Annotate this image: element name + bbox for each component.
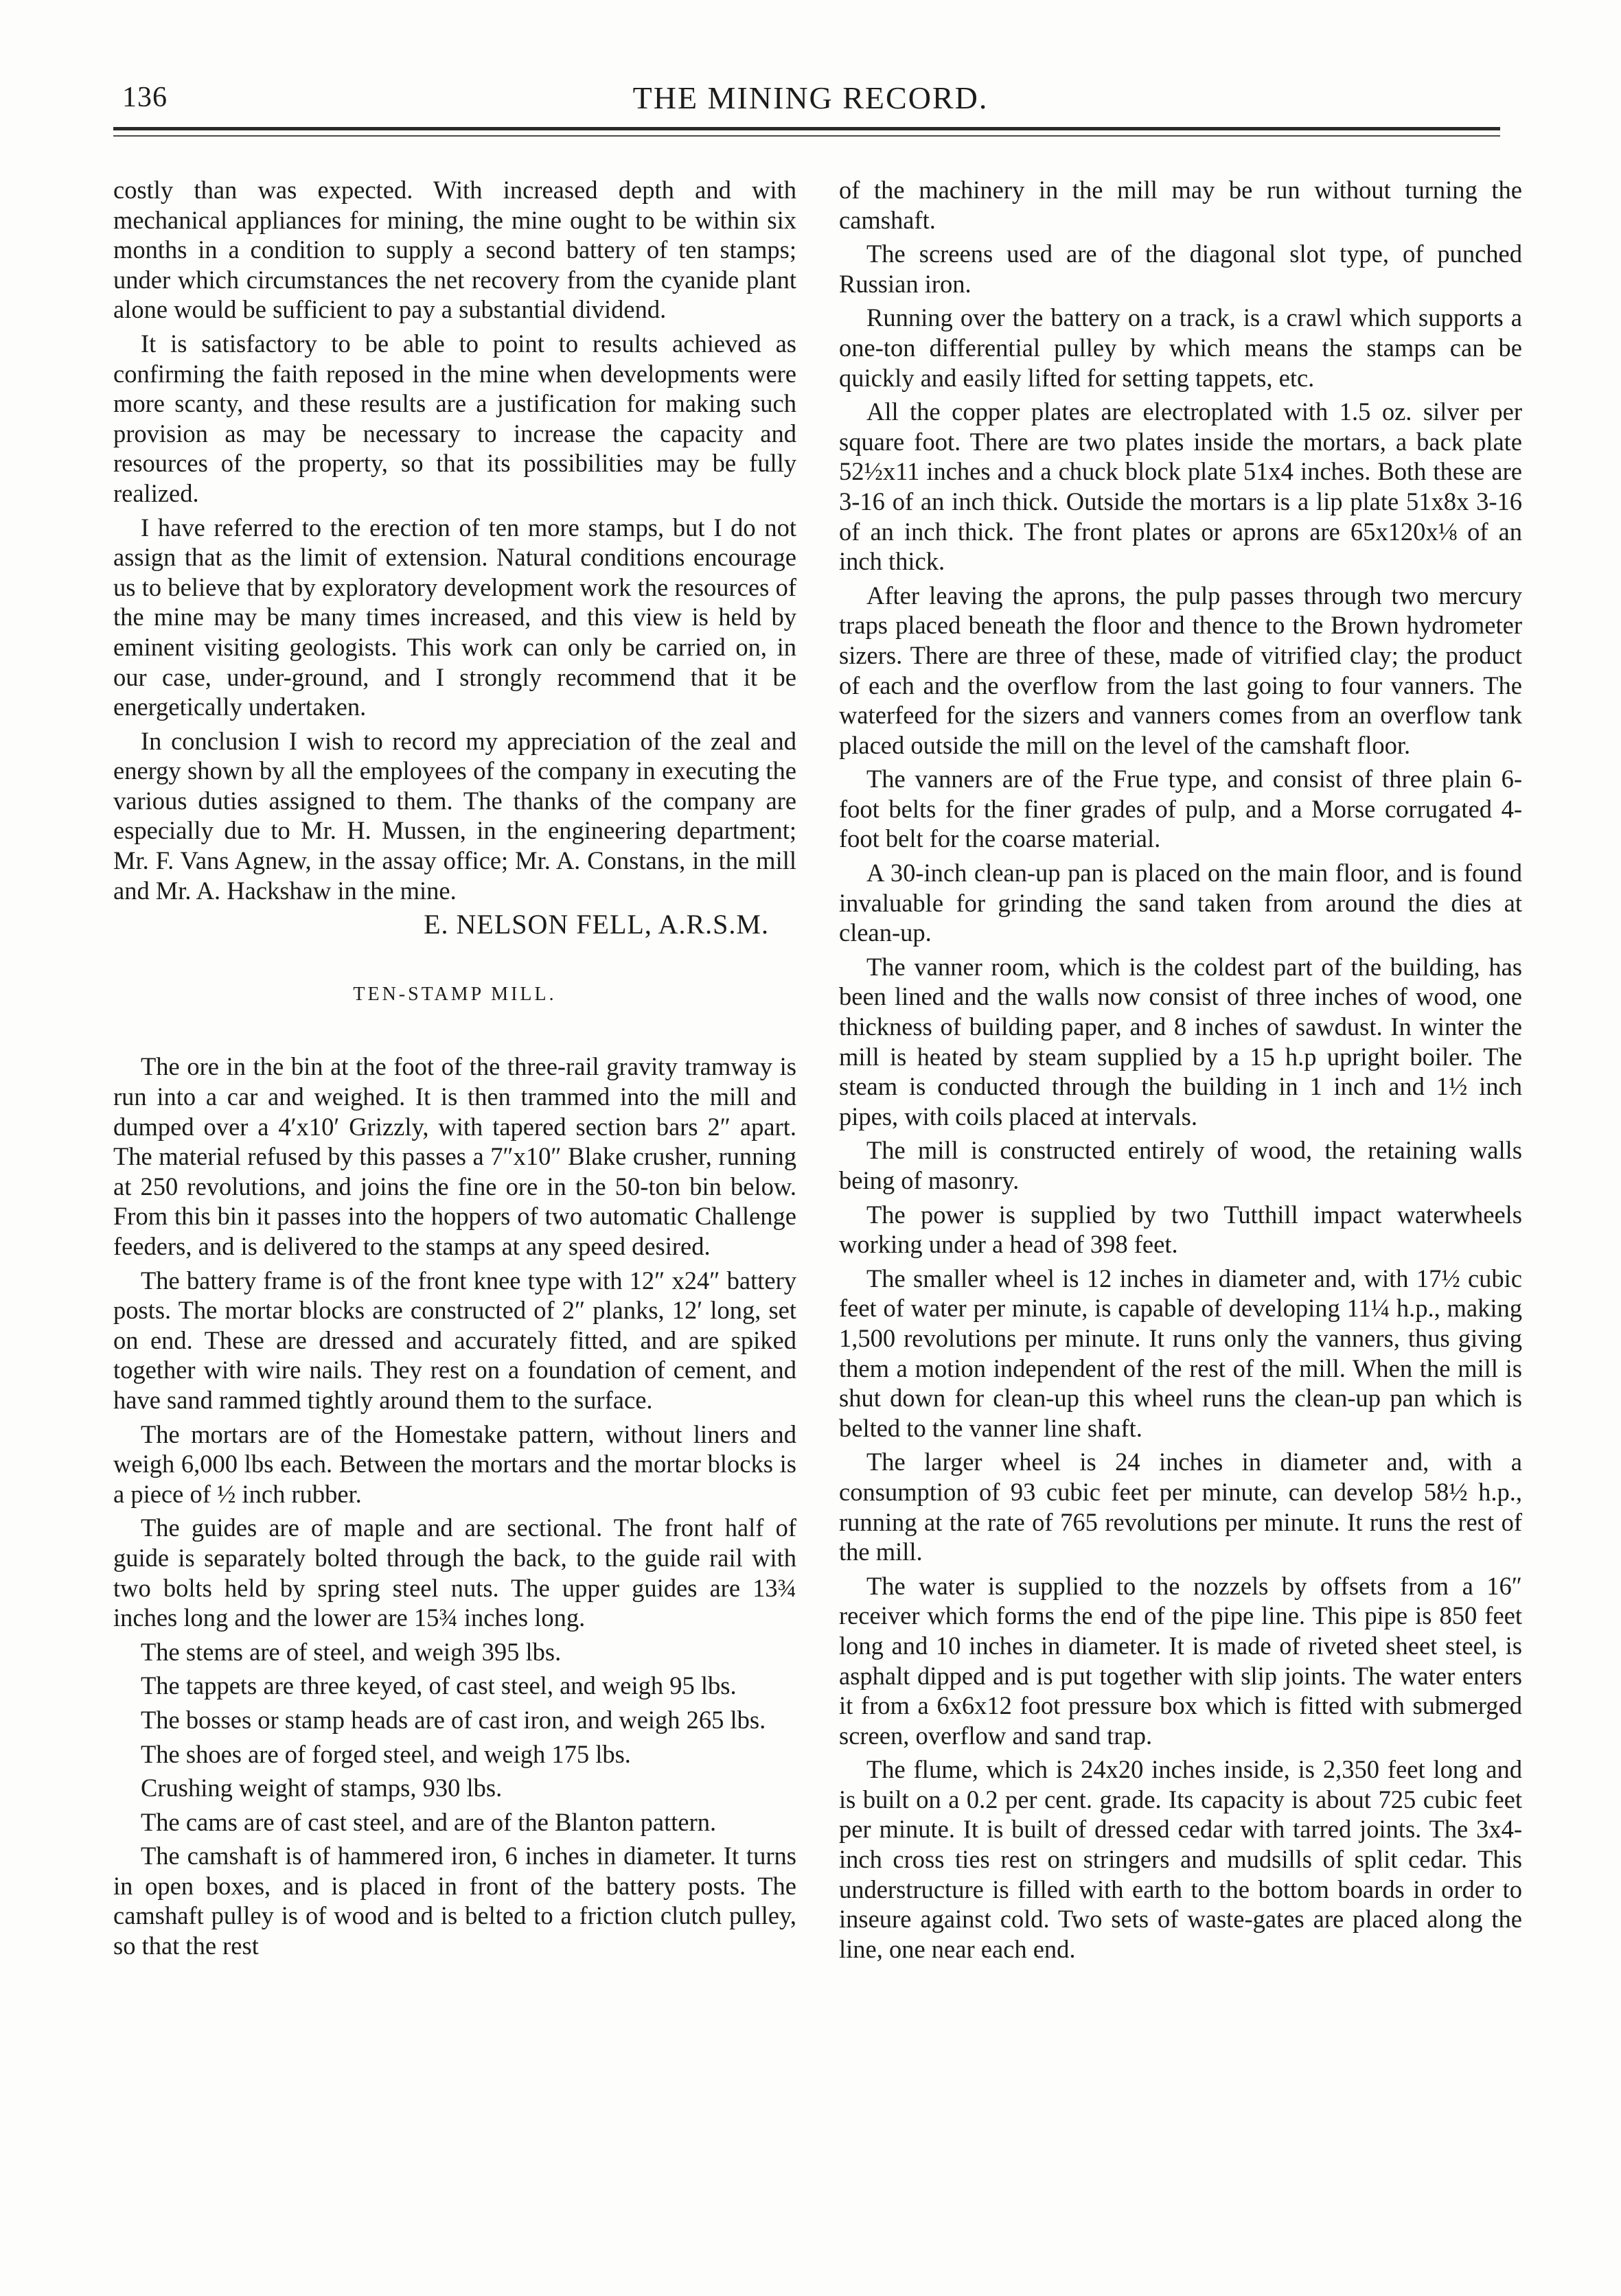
- paragraph: Crushing weight of stamps, 930 lbs.: [141, 1774, 503, 1802]
- paragraph: The water is supplied to the nozzels by offsets from a 16″ receiver which forms the end of the pipe line. This pipe is 850 feet long and 10 inches in diameter. It is made of riveted sheet steel, is asphalt dipped and is put together with slip joints. The water enters it from a 6x6x12 foot pressure box which is fitted with submerged screen, overflow and sand trap.: [839, 1571, 1522, 1750]
- paragraph: All the copper plates are electroplated with 1.5 oz. silver per square foot. There are two plates inside the mortars, a back plate 52½x11 inches and a chuck block plate 51x4 inches. Both these are 3-16 of an inch thick. Outside the mortars is a lip plate 51x8x 3-16 of an inch thick. The front plates or aprons are 65x120x⅛ of an inch thick.: [839, 397, 1522, 576]
- paragraph: The smaller wheel is 12 inches in diameter and, with 17½ cubic feet of water per minute, is capable of developing 11¼ h.p., making 1,500 revolutions per minute. It runs only the vanners, thus giving them a motion independent of the rest of the mill. When the mill is shut down for clean-up this wheel runs the clean-up pan which is belted to the vanner line shaft.: [839, 1264, 1522, 1442]
- paragraph: The battery frame is of the front knee type with 12″ x24″ battery posts. The mortar blocks are constructed of 2″ planks, 12′ long, set on end. These are dressed and accurately fitted, and are spiked together with wire nails. They rest on a foundation of cement, and have sand rammed tightly around them to the surface.: [113, 1266, 796, 1414]
- paragraph: It is satisfactory to be able to point to results achieved as confirming the faith reposed in the mine when developments were more scanty, and these results are a justification for making such provision as may be necessary to increase the capacity and resources of the property, so that its possibilities may be fully realized.: [113, 329, 796, 507]
- running-title: THE MINING RECORD.: [632, 80, 989, 115]
- paragraph: The mortars are of the Homestake pattern, without liners and weigh 6,000 lbs each. Between the mortars and the mortar blocks is a piece of ½ inch rubber.: [113, 1419, 796, 1508]
- right-column: [839, 175, 1522, 1968]
- paragraph: The camshaft is of hammered iron, 6 inches in diameter. It turns in open boxes, and is placed in front of the battery posts. The camshaft pulley is of wood and is belted to a friction clutch pulley, so that the rest: [113, 1842, 796, 1960]
- paragraph: The ore in the bin at the foot of the three-rail gravity tramway is run into a car and weighed. It is then trammed into the mill and dumped over a 4′x10′ Grizzly, with tapered section bars 2″ apart. The material refused by this passes a 7″x10″ Blake crusher, running at 250 revolutions, and joins the fine ore in the 50-ton bin below. From this bin it passes into the hoppers of two automatic Challenge feeders, and is delivered to the stamps at any speed desired.: [113, 1052, 796, 1260]
- paragraph: of the machinery in the mill may be run without turning the camshaft.: [839, 176, 1522, 234]
- paragraph: The guides are of maple and are sectional. The front half of guide is separately bolted through the back, to the guide rail with two bolts held by spring steel nuts. The upper guides are 13¾ inches long and the lower are 15¾ inches long.: [113, 1514, 796, 1632]
- header-rule: [113, 127, 1500, 130]
- paragraph: After leaving the aprons, the pulp passes through two mercury traps placed beneath the floor and thence to the Brown hydrometer sizers. There are three of these, made of vitrified clay; the product of each and the overflow from the last going to four vanners. The waterfeed for the sizers and vanners comes from an overflow tank placed outside the mill on the level of the camshaft floor.: [839, 581, 1522, 759]
- paragraph: The screens used are of the diagonal slot type, of punched Russian iron.: [839, 240, 1522, 298]
- paragraph: A 30-inch clean-up pan is placed on the main floor, and is found invaluable for grinding the sand taken from around the dies at clean-up.: [839, 859, 1522, 947]
- paragraph: The stems are of steel, and weigh 395 lbs.: [141, 1637, 562, 1666]
- page-number: 136: [122, 82, 168, 113]
- paragraph: The mill is constructed entirely of wood, the retaining walls being of masonry.: [839, 1136, 1522, 1194]
- paragraph: The vanners are of the Frue type, and consist of three plain 6-foot belts for the finer grades of pulp, and a Morse corrugated 4-foot belt for the coarse material.: [839, 765, 1522, 853]
- paragraph: I have referred to the erection of ten more stamps, but I do not assign that as the limit of extension. Natural conditions encourage us to believe that by exploratory development work the resources of the mine may be many times increased, and this view is held by eminent visiting geologists. This work can only be carried on, in our case, under-ground, and I strongly recommend that it be energetically undertaken.: [113, 513, 796, 721]
- paragraph: The vanner room, which is the coldest part of the building, has been lined and the walls now consist of three inches of wood, one thickness of building paper, and 8 inches of sawdust. In winter the mill is heated by steam supplied by a 15 h.p upright boiler. The steam is conducted through the building in 1 inch and 1½ inch pipes, with coils placed at intervals.: [839, 952, 1522, 1130]
- paragraph: Running over the battery on a track, is a crawl which supports a one-ton differential pulley by which means the stamps can be quickly and easily lifted for setting tappets, etc.: [839, 303, 1522, 392]
- paragraph: The shoes are of forged steel, and weigh 175 lbs.: [141, 1739, 631, 1768]
- paragraph: The cams are of cast steel, and are of the Blanton pattern.: [141, 1807, 717, 1836]
- section-heading: TEN-STAMP MILL.: [353, 983, 557, 1005]
- paragraph: The flume, which is 24x20 inches inside, is 2,350 feet long and is built on a 0.2 per cent. grade. Its capacity is about 725 cubic feet per minute. It is built of dressed cedar with tarred joints. The 3x4-inch cross ties rest on stringers and mudsills of split cedar. This understructure is filled with earth to the bottom boards in order to inseure against cold. Two sets of waste-gates are placed along the line, one near each end.: [839, 1755, 1522, 1963]
- paragraph: The power is supplied by two Tutthill impact waterwheels working under a head of 398 feet.: [839, 1200, 1522, 1259]
- left-column: [113, 175, 796, 1965]
- paragraph: costly than was expected. With increased depth and with mechanical appliances for mining, the mine ought to be within six months in a condition to supply a second battery of ten stamps; under which circumstances the net recovery from the cyanide plant alone would be sufficient to pay a substantial dividend.: [113, 176, 796, 324]
- paragraph: In conclusion I wish to record my appreciation of the zeal and energy shown by all the employees of the company in executing the various duties assigned to them. The thanks of the company are especially due to Mr. H. Mussen, in the engineering department; Mr. F. Vans Agnew, in the assay office; Mr. A. Constans, in the mill and Mr. A. Hackshaw in the mine.: [113, 726, 796, 905]
- paragraph: The larger wheel is 24 inches in diameter and, with a consumption of 93 cubic feet per minute, can develop 58½ h.p., running at the rate of 765 revolutions per minute. It runs the rest of the mill.: [839, 1448, 1522, 1566]
- author-signature: E. NELSON FELL, A.R.S.M.: [424, 909, 769, 940]
- paragraph: The tappets are three keyed, of cast steel, and weigh 95 lbs.: [141, 1671, 737, 1700]
- paragraph: The bosses or stamp heads are of cast iron, and weigh 265 lbs.: [141, 1705, 766, 1734]
- header-rule-thin: [113, 135, 1500, 137]
